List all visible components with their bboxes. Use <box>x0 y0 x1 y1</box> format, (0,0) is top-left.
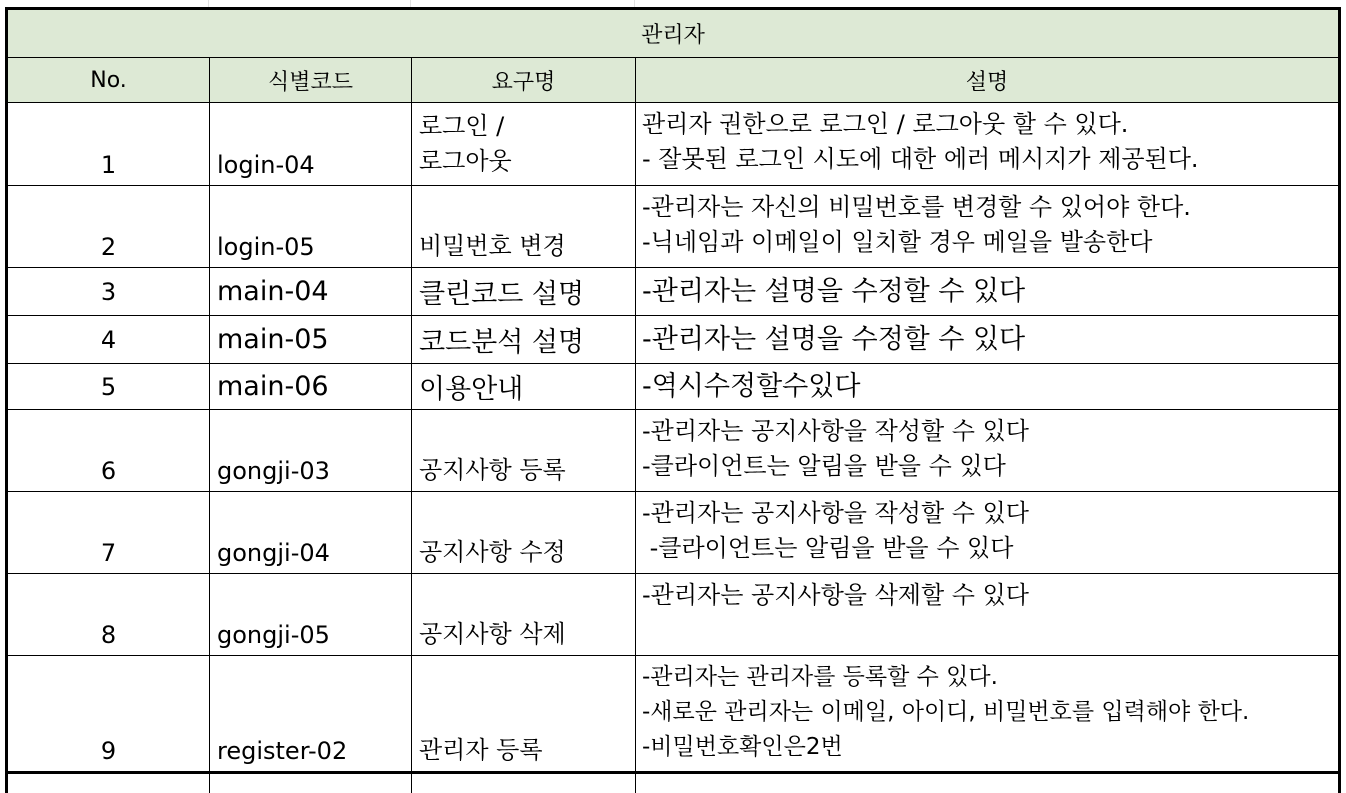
cell-description: -관리자는 설명을 수정할 수 있다 <box>636 316 1340 364</box>
cell-requirement: 코드분석 설명 <box>412 316 636 364</box>
cell-description: -관리자는 공지사항을 삭제할 수 있다 <box>636 574 1340 656</box>
cell-code: gongji-05 <box>210 574 412 656</box>
cell-requirement: 이용안내 <box>412 364 636 410</box>
cell-description <box>636 103 1340 186</box>
cell-code: register-02 <box>210 656 412 773</box>
description-line: -관리자는 관리자를 등록할 수 있다. <box>642 664 998 690</box>
table-row <box>7 656 1340 773</box>
requirements-table <box>5 7 1341 793</box>
description-line: -새로운 관리자는 이메일, 아이디, 비밀번호를 입력해야 한다. <box>642 699 1250 725</box>
description-line: 관리자 권한으로 로그인 / 로그아웃 할 수 있다. <box>642 110 1129 138</box>
description-line: -관리자는 공지사항을 작성할 수 있다 <box>642 499 1029 527</box>
cell-no: 6 <box>7 410 210 492</box>
cell-code: gongji-03 <box>210 410 412 492</box>
table-row <box>7 492 1340 574</box>
cell-no: 3 <box>7 268 210 316</box>
table-row <box>7 410 1340 492</box>
cell-description <box>636 492 1340 574</box>
cell-requirement: 공지사항 수정 <box>412 492 636 574</box>
cell-no: 5 <box>7 364 210 410</box>
description-line: -관리자는 자신의 비밀번호를 변경할 수 있어야 한다. <box>642 193 1191 221</box>
table-row <box>7 268 1340 316</box>
empty-cell <box>210 773 412 793</box>
description-line: -닉네임과 이메일이 일치할 경우 메일을 발송한다 <box>642 228 1153 256</box>
table-title: 관리자 <box>7 9 1340 58</box>
cell-requirement: 공지사항 삭제 <box>412 574 636 656</box>
cell-no: 8 <box>7 574 210 656</box>
cell-code: gongji-04 <box>210 492 412 574</box>
cell-requirement: 클린코드 설명 <box>412 268 636 316</box>
table-row <box>7 773 1340 793</box>
table-row <box>7 186 1340 268</box>
requirement-line: 로그아웃 <box>419 147 512 175</box>
header-description: 설명 <box>636 58 1340 103</box>
cell-no: 1 <box>7 103 210 186</box>
cell-code: main-05 <box>210 316 412 364</box>
cell-no: 7 <box>7 492 210 574</box>
cell-code: login-04 <box>210 103 412 186</box>
cell-code: main-04 <box>210 268 412 316</box>
cell-description <box>636 410 1340 492</box>
cell-code: main-06 <box>210 364 412 410</box>
description-line: -비밀번호확인은2번 <box>642 734 843 760</box>
cell-description <box>636 186 1340 268</box>
cell-code: login-05 <box>210 186 412 268</box>
table-row <box>7 316 1340 364</box>
cell-requirement: 관리자 등록 <box>412 656 636 773</box>
cell-description: -관리자는 설명을 수정할 수 있다 <box>636 268 1340 316</box>
header-no: No. <box>7 58 210 103</box>
cell-requirement: 공지사항 등록 <box>412 410 636 492</box>
empty-cell <box>412 773 636 793</box>
cell-requirement: 비밀번호 변경 <box>412 186 636 268</box>
description-line: -관리자는 공지사항을 작성할 수 있다 <box>642 417 1029 445</box>
header-code: 식별코드 <box>210 58 412 103</box>
cell-requirement <box>412 103 636 186</box>
table-row <box>7 364 1340 410</box>
description-line: - 잘못된 로그인 시도에 대한 에러 메시지가 제공된다. <box>642 145 1199 173</box>
requirement-line: 로그인 / <box>419 112 505 140</box>
table-row <box>7 574 1340 656</box>
empty-cell <box>636 773 1340 793</box>
cell-description <box>636 656 1340 773</box>
cell-no: 9 <box>7 656 210 773</box>
cell-no: 2 <box>7 186 210 268</box>
header-requirement: 요구명 <box>412 58 636 103</box>
empty-cell <box>7 773 210 793</box>
cell-no: 4 <box>7 316 210 364</box>
cell-description: -역시수정할수있다 <box>636 364 1340 410</box>
description-line: -클라이언트는 알림을 받을 수 있다 <box>642 452 1006 480</box>
description-line: -클라이언트는 알림을 받을 수 있다 <box>642 534 1014 562</box>
table-row <box>7 103 1340 186</box>
